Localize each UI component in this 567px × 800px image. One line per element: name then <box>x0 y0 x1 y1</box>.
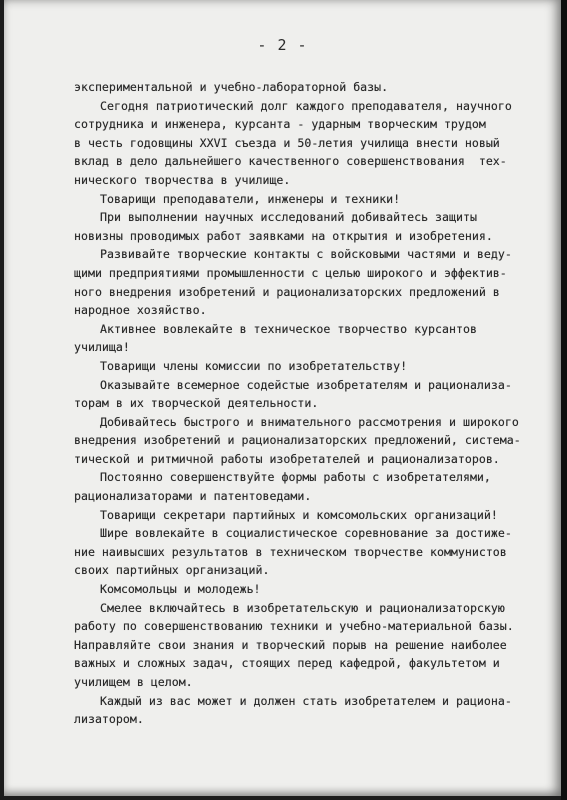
text-line: сотрудника и инженера, курсанта - ударным творческим трудом <box>74 117 486 132</box>
text-line: торам в их творческой деятельности. <box>74 396 319 411</box>
text-line: Каждый из вас может и должен стать изобретателем и рациона- <box>100 693 512 708</box>
text-line: работу по совершенствованию техники и учебно-материальной базы. <box>74 619 514 634</box>
text-line: своих партийных организаций. <box>74 563 270 578</box>
text-line: училищем в целом. <box>74 675 193 689</box>
text-line: Постоянно совершенствуйте формы работы с изобретателями, <box>100 470 491 485</box>
text-line: новизны проводимых работ заявками на открытия и изобретения. <box>74 228 493 243</box>
text-line: Развивайте творческие контакты с войсковыми частями и веду- <box>100 247 512 262</box>
text-line: щими предприятиями промышленности с целью широкого и эффектив- <box>74 265 507 280</box>
text-line: лизатором. <box>74 712 144 727</box>
text-line: Смелее включайтесь в изобретательскую и рационализаторскую <box>100 600 505 615</box>
text-line: ного внедрения изобретений и рационализаторских предложений в <box>74 284 500 299</box>
text-line: Товарищи преподаватели, инженеры и техники! <box>100 191 401 206</box>
text-line: Товарищи члены комиссии по изобретательству! <box>100 358 408 373</box>
text-line: тической и ритмичной работы изобретателей и рационализаторов. <box>74 451 500 466</box>
text-line: народное хозяйство. <box>74 303 207 318</box>
text-line: внедрения изобретений и рационализаторских предложений, система- <box>74 433 521 448</box>
scan-edge <box>561 0 567 800</box>
text-line: Комсомольцы и молодежь! <box>100 582 261 597</box>
text-line: нического творчества в училище. <box>74 172 291 187</box>
text-line: Добивайтесь быстрого и внимательного рассмотрения и широкого <box>100 414 519 429</box>
text-line: экспериментальной и учебно-лабораторной базы. <box>74 80 389 94</box>
text-line: вклад в дело дальнейшего качественного совершенствования тех- <box>74 154 507 169</box>
text-line: Оказывайте всемерное содейстые изобретателям и рационализа- <box>100 377 512 392</box>
text-line: важных и сложных задач, стоящих перед кафедрой, факультетом и <box>74 656 500 671</box>
text-line: училища! <box>74 340 130 355</box>
text-line: При выполнении научных исследований добивайтесь защиты <box>100 210 477 225</box>
text-line: Сегодня патриотический долг каждого преподавателя, научного <box>100 98 512 113</box>
text-line: в честь годовщины XXVI съезда и 50-летия училища внести новый <box>74 135 500 150</box>
page-number: - 2 - <box>257 36 308 54</box>
text-line: Товарищи секретари партийных и комсомольских организаций! <box>100 507 498 522</box>
text-line: рационализаторами и патентоведами. <box>74 489 312 504</box>
text-line: Шире вовлекайте в социалистическое соревнование за достиже- <box>100 526 512 541</box>
text-line: Активнее вовлекайте в техническое творчество курсантов <box>100 321 477 336</box>
text-line: Направляйте свои знания и творческий порыв на решение наиболее <box>74 637 507 652</box>
document-body <box>74 78 544 729</box>
text-line: ние наивысших результатов в техническом творчестве коммунистов <box>74 544 507 559</box>
document-page <box>4 0 561 796</box>
